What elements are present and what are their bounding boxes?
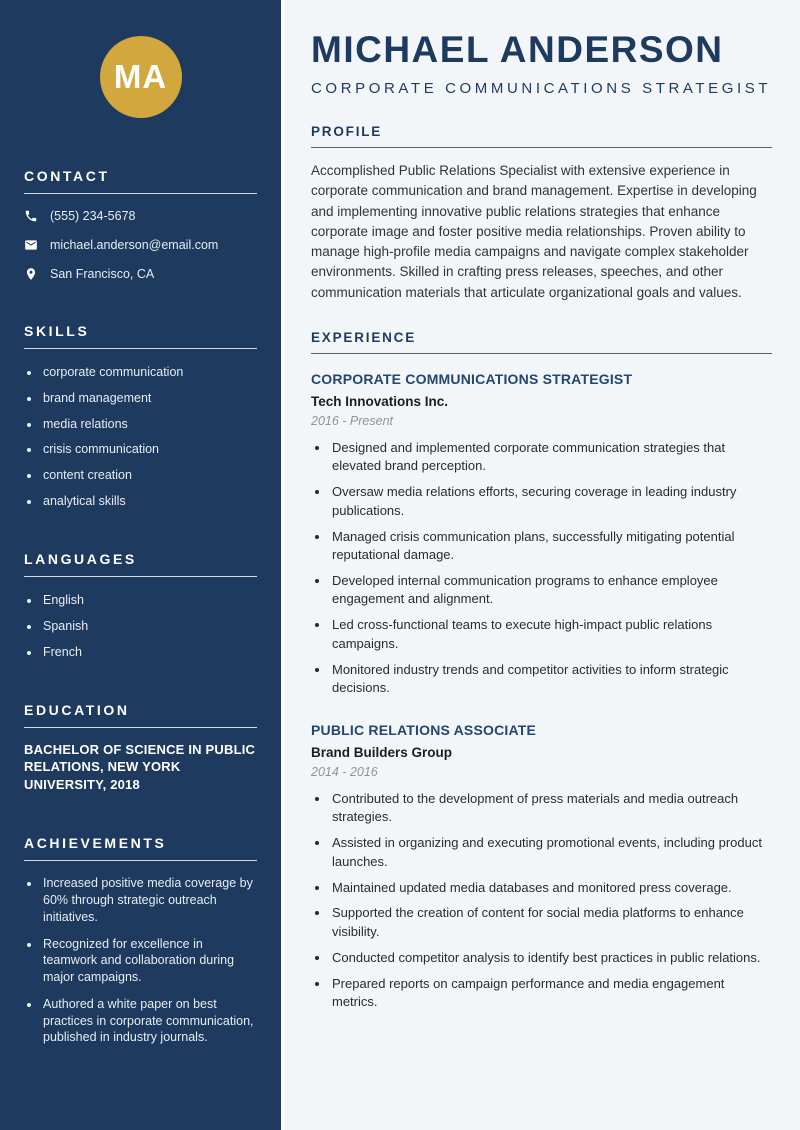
job-bullet: • Oversaw media relations efforts, securing coverage in leading industry publications. [330,483,772,520]
job-bullet-list [311,439,772,698]
skill-item: • content creation [41,467,257,483]
contact-section [24,168,257,281]
skill-item: • crisis communication [41,441,257,457]
job-bullet: • Assisted in organizing and executing promotional events, including product launches. [330,834,772,871]
skill-item: • corporate communication [41,364,257,380]
job-bullet: • Prepared reports on campaign performance and media engagement metrics. [330,975,772,1012]
achievement-item: • Recognized for excellence in teamwork and collaboration during major campaigns. [41,936,257,986]
contact-location-row [24,267,257,281]
profile-section [311,124,772,303]
job-bullet: • Contributed to the development of press materials and media outreach strategies. [330,790,772,827]
languages-list [24,592,257,660]
person-job-title: CORPORATE COMMUNICATIONS STRATEGIST [311,80,772,97]
phone-icon [24,209,38,223]
contact-email-row [24,238,257,252]
contact-phone-text: (555) 234-5678 [50,209,136,223]
languages-heading: LANGUAGES [24,551,257,577]
achievements-section [24,835,257,1046]
experience-heading: EXPERIENCE [311,330,772,354]
skill-item: • brand management [41,390,257,406]
experience-section [311,330,772,1012]
location-pin-icon [24,267,38,281]
job-bullet: • Supported the creation of content for social media platforms to enhance visibility. [330,904,772,941]
job-bullet: • Led cross-functional teams to execute high-impact public relations campaigns. [330,616,772,653]
skill-item: • analytical skills [41,493,257,509]
job-bullet-list [311,790,772,1012]
education-heading: EDUCATION [24,702,257,728]
avatar [100,36,182,118]
skill-item: • media relations [41,416,257,432]
envelope-icon [24,238,38,252]
contact-email-text: michael.anderson@email.com [50,238,219,252]
achievements-list [24,875,257,1046]
contact-location-text: San Francisco, CA [50,267,155,281]
job-title: CORPORATE COMMUNICATIONS STRATEGIST [311,370,633,387]
achievement-item: • Increased positive media coverage by 60% through strategic outreach initiatives. [41,875,257,925]
language-item: • French [41,644,257,660]
job-company: Brand Builders Group [311,744,453,760]
education-degree: BACHELOR OF SCIENCE IN PUBLIC RELATIONS, NEW YORK UNIVERSITY, 2018 [24,741,256,792]
job-dates: 2014 - 2016 [311,764,378,779]
skills-list [24,364,257,509]
avatar-initials: MA [113,58,168,95]
language-item: • English [41,592,257,608]
profile-text: Accomplished Public Relations Specialist with extensive experience in corporate communication and brand management. Expertise in developing and implementing innovative public relations strategies that enhance corporate image and foster positive media relationships. Proven ability to manage high-profile media campaigns and navigate complex stakeholder environments. Skilled in crafting press releases, speeches, and other communication materials that articulate organizational goals and values. [311,163,757,300]
job-bullet: • Designed and implemented corporate communication strategies that elevated brand perception. [330,439,772,476]
language-item: • Spanish [41,618,257,634]
profile-heading: PROFILE [311,124,772,148]
job-entry-1 [311,371,772,698]
job-bullet: • Conducted competitor analysis to identify best practices in public relations. [330,949,772,967]
skills-heading: SKILLS [24,323,257,349]
job-company: Tech Innovations Inc. [311,393,449,409]
main-content [281,0,800,1130]
job-bullet: • Maintained updated media databases and monitored press coverage. [330,879,772,897]
languages-section [24,551,257,660]
education-section [24,702,257,794]
contact-heading: CONTACT [24,168,257,194]
job-title: PUBLIC RELATIONS ASSOCIATE [311,721,537,738]
contact-phone-row [24,209,257,223]
job-bullet: • Managed crisis communication plans, successfully mitigating potential reputational damage. [330,528,772,565]
person-name: MICHAEL ANDERSON [311,29,724,70]
job-bullet: • Monitored industry trends and competitor activities to inform strategic decisions. [330,661,772,698]
sidebar [0,0,281,1130]
job-dates: 2016 - Present [311,413,393,428]
skills-section [24,323,257,509]
job-bullet: • Developed internal communication programs to enhance employee engagement and alignment. [330,572,772,609]
achievements-heading: ACHIEVEMENTS [24,835,257,861]
achievement-item: • Authored a white paper on best practices in corporate communication, published in industry journals. [41,996,257,1046]
job-entry-2 [311,722,772,1012]
